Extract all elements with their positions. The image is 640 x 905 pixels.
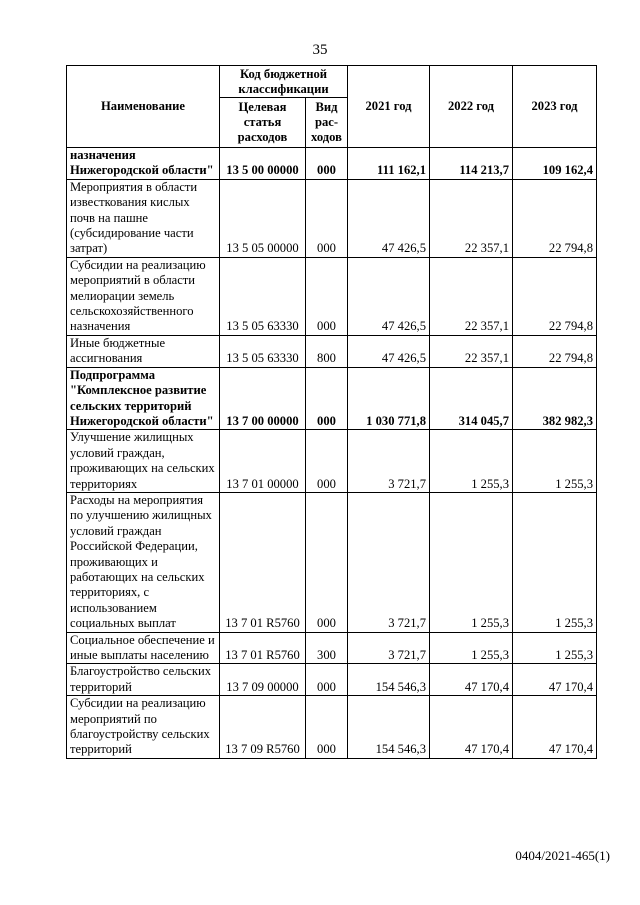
row-2022-cell: 22 357,1: [430, 257, 513, 335]
table-row: [67, 632, 597, 664]
table-row: [67, 367, 597, 430]
table-row: [67, 179, 597, 257]
row-2021-cell: 154 546,3: [348, 696, 430, 759]
row-code-cell: 13 5 05 63330: [220, 257, 306, 335]
row-2022-cell: 47 170,4: [430, 664, 513, 696]
row-name-cell: Мероприятия в области известкования кислых почв на пашне (субсидирование части затрат): [67, 179, 220, 257]
row-2023-cell: 1 255,3: [513, 492, 597, 632]
row-type-cell: 000: [306, 148, 348, 180]
row-2022-cell: 1 255,3: [430, 492, 513, 632]
row-code-cell: 13 7 09 00000: [220, 664, 306, 696]
row-2023-cell: 22 794,8: [513, 335, 597, 367]
row-2023-cell: 47 170,4: [513, 696, 597, 759]
row-2021-cell: 3 721,7: [348, 492, 430, 632]
row-2023-cell: 109 162,4: [513, 148, 597, 180]
header-code-group: Код бюджетной классификации: [220, 66, 348, 98]
row-2022-cell: 1 255,3: [430, 632, 513, 664]
row-name-cell: Субсидии на реализацию мероприятий по благоустройству сельских территорий: [67, 696, 220, 759]
row-name-cell: Социальное обеспечение и иные выплаты населению: [67, 632, 220, 664]
row-2023-cell: 22 794,8: [513, 179, 597, 257]
table-row: [67, 492, 597, 632]
row-2022-cell: 22 357,1: [430, 179, 513, 257]
header-year-2021: 2021 год: [348, 66, 430, 148]
row-2021-cell: 3 721,7: [348, 632, 430, 664]
row-code-cell: 13 7 00 00000: [220, 367, 306, 430]
row-name-cell: Улучшение жилищных условий граждан, проживающих на сельских территориях: [67, 430, 220, 493]
row-type-cell: 800: [306, 335, 348, 367]
table-row: [67, 664, 597, 696]
row-2021-cell: 154 546,3: [348, 664, 430, 696]
row-type-cell: 000: [306, 257, 348, 335]
header-name: Наименование: [67, 66, 220, 148]
row-name-cell: Субсидии на реализацию мероприятий в области мелиорации земель сельскохозяйственного назначения: [67, 257, 220, 335]
row-2022-cell: 314 045,7: [430, 367, 513, 430]
row-2021-cell: 1 030 771,8: [348, 367, 430, 430]
row-2022-cell: 1 255,3: [430, 430, 513, 493]
row-type-cell: 000: [306, 696, 348, 759]
row-code-cell: 13 7 09 R5760: [220, 696, 306, 759]
row-type-cell: 000: [306, 664, 348, 696]
table-row: [67, 430, 597, 493]
row-code-cell: 13 5 00 00000: [220, 148, 306, 180]
table-body: [67, 148, 597, 759]
row-name-cell: Благоустройство сельских территорий: [67, 664, 220, 696]
row-type-cell: 000: [306, 179, 348, 257]
row-code-cell: 13 7 01 00000: [220, 430, 306, 493]
row-2023-cell: 22 794,8: [513, 257, 597, 335]
row-2021-cell: 47 426,5: [348, 179, 430, 257]
row-2021-cell: 3 721,7: [348, 430, 430, 493]
row-code-cell: 13 7 01 R5760: [220, 632, 306, 664]
row-code-cell: 13 5 05 63330: [220, 335, 306, 367]
table-row: [67, 696, 597, 759]
row-type-cell: 000: [306, 492, 348, 632]
header-target-article: Целевая статья расходов: [220, 98, 306, 148]
row-2021-cell: 47 426,5: [348, 257, 430, 335]
row-type-cell: 000: [306, 367, 348, 430]
row-type-cell: 300: [306, 632, 348, 664]
row-2022-cell: 22 357,1: [430, 335, 513, 367]
row-code-cell: 13 5 05 00000: [220, 179, 306, 257]
row-2023-cell: 1 255,3: [513, 632, 597, 664]
header-expense-type: Вид рас-ходов: [306, 98, 348, 148]
row-name-cell: назначения Нижегородской области": [67, 148, 220, 180]
row-2021-cell: 47 426,5: [348, 335, 430, 367]
row-2022-cell: 47 170,4: [430, 696, 513, 759]
table-row: [67, 335, 597, 367]
row-2023-cell: 47 170,4: [513, 664, 597, 696]
row-2023-cell: 382 982,3: [513, 367, 597, 430]
row-name-cell: Подпрограмма "Комплексное развитие сельских территорий Нижегородской области": [67, 367, 220, 430]
row-type-cell: 000: [306, 430, 348, 493]
document-number: 0404/2021-465(1): [515, 848, 610, 863]
row-2022-cell: 114 213,7: [430, 148, 513, 180]
header-year-2023: 2023 год: [513, 66, 597, 148]
table-row: [67, 257, 597, 335]
row-name-cell: Иные бюджетные ассигнования: [67, 335, 220, 367]
table-row: [67, 148, 597, 180]
row-2021-cell: 111 162,1: [348, 148, 430, 180]
row-code-cell: 13 7 01 R5760: [220, 492, 306, 632]
header-year-2022: 2022 год: [430, 66, 513, 148]
budget-table: [66, 65, 597, 759]
row-2023-cell: 1 255,3: [513, 430, 597, 493]
page-number: 35: [312, 42, 328, 58]
row-name-cell: Расходы на мероприятия по улучшению жилищных условий граждан Российской Федерации, проживающих и работающих на сельских территориях, с использованием социальных выплат: [67, 492, 220, 632]
